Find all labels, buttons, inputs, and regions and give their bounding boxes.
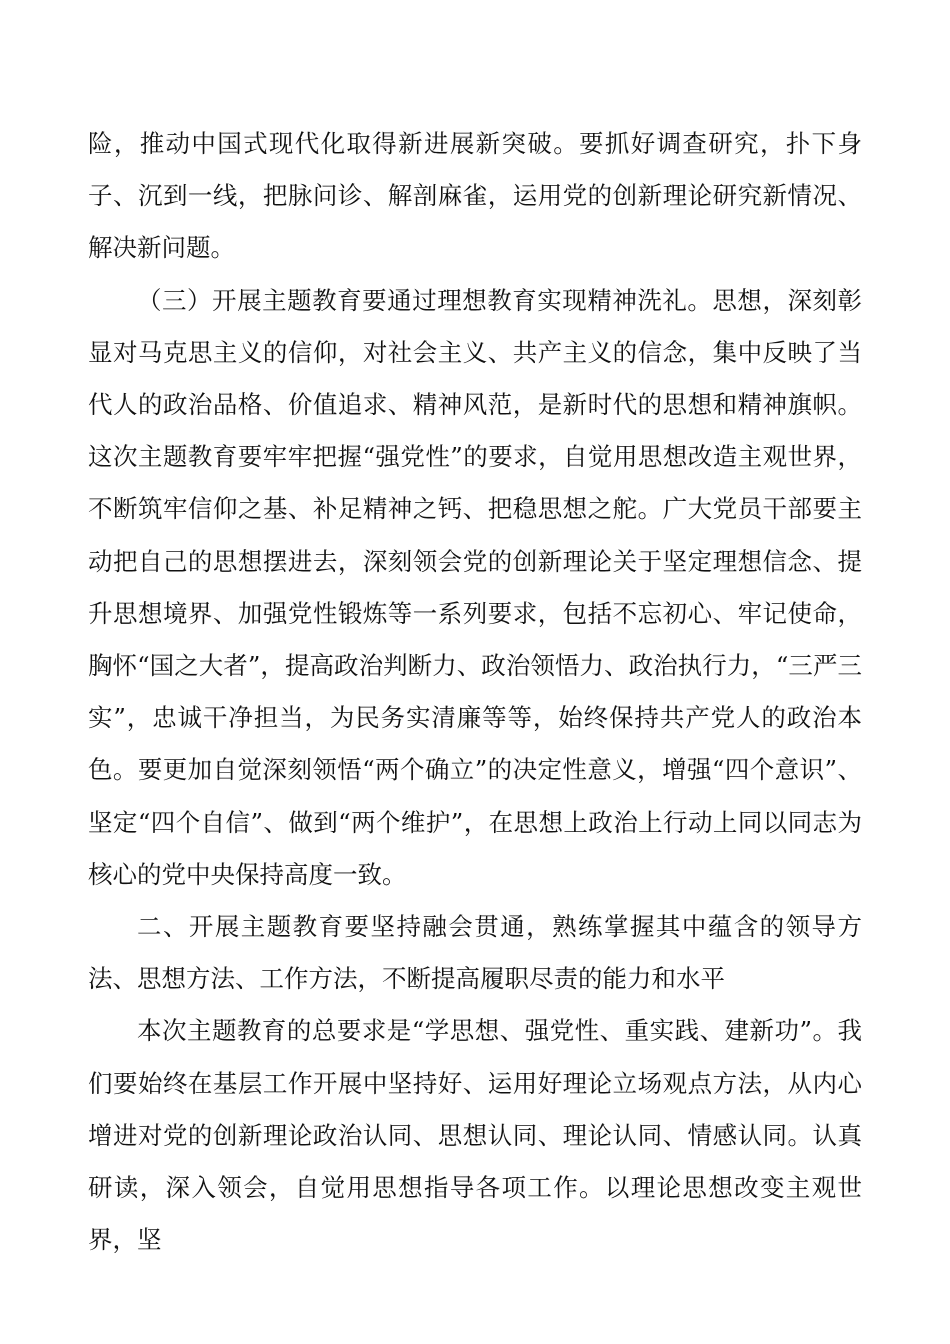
document-body [88,118,862,1266]
paragraph-general-requirements: 本次主题教育的总要求是“学思想、强党性、重实践、建新功”。我们要始终在基层工作开展中坚持好、运用好理论立场观点方法，从内心增进对党的创新理论政治认同、思想认同、理论认同、情感认同。认真研读，深入领会，自觉用思想指导各项工作。以理论思想改变主观世界，坚 [88,1016,862,1255]
paragraph-section-three: （三）开展主题教育要通过理想教育实现精神洗礼。思想，深刻彰显对马克思主义的信仰，对社会主义、共产主义的信念，集中反映了当代人的政治品格、价值追求、精神风范，是新时代的思想和精神旗帜。这次主题教育要牢牢把握“强党性”的要求，自觉用思想改造主观世界，不断筑牢信仰之基、补足精神之钙、把稳思想之舵。广大党员干部要主动把自己的思想摆进去，深刻领会党的创新理论关于坚定理想信念、提升思想境界、加强党性锻炼等一系列要求，包括不忘初心、牢记使命，胸怀“国之大者”，提高政治判断力、政治领悟力、政治执行力，“三严三实”，忠诚干净担当，为民务实清廉等等，始终保持共产党人的政治本色。要更加自觉深刻领悟“两个确立”的决定性意义，增强“四个意识”、坚定“四个自信”、做到“两个维护”，在思想上政治上行动上同以同志为核心的党中央保持高度一致。 [88,285,862,889]
paragraph-continuation: 险，推动中国式现代化取得新进展新突破。要抓好调查研究，扑下身子、沉到一线，把脉问诊、解剖麻雀，运用党的创新理论研究新情况、解决新问题。 [88,129,862,263]
paragraph-heading-two: 二、开展主题教育要坚持融会贯通，熟练掌握其中蕴含的领导方法、思想方法、工作方法，不断提高履职尽责的能力和水平 [88,912,862,994]
